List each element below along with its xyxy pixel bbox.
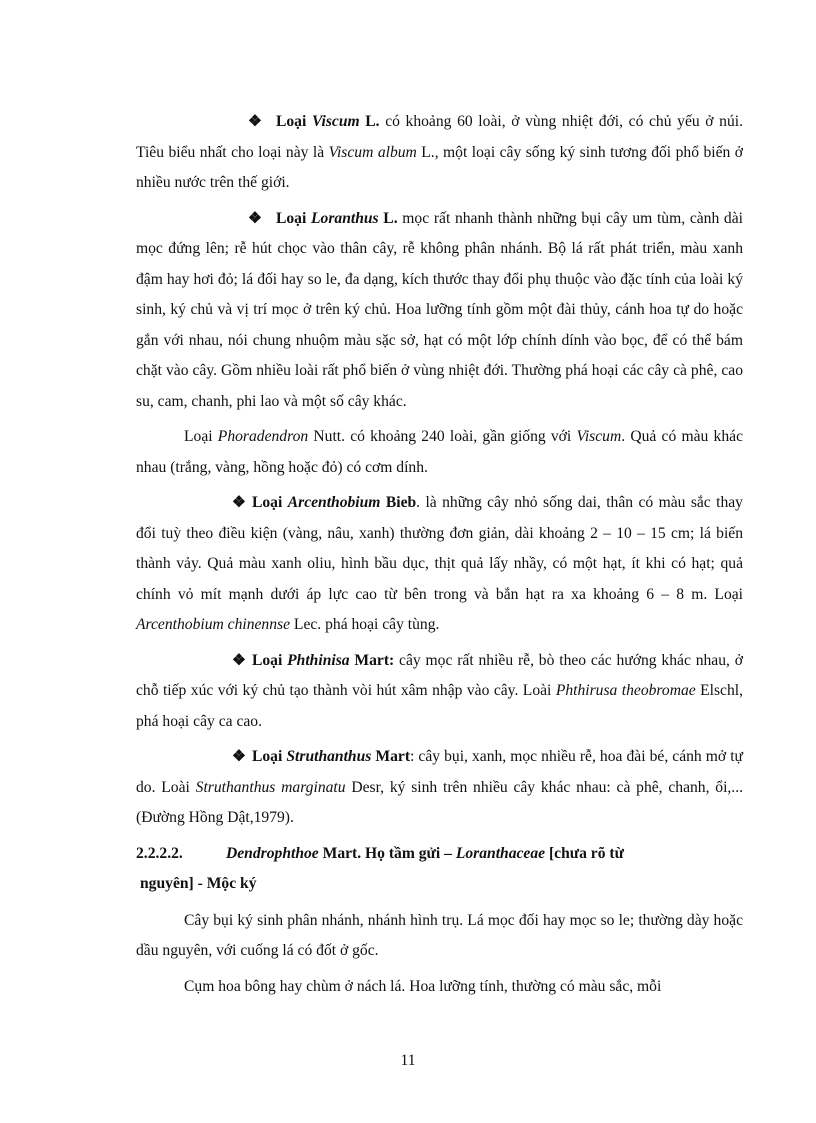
paragraph-body-2: Cụm hoa bông hay chùm ở nách lá. Hoa lưỡng tính, thường có màu sắc, mỗi xyxy=(184,977,662,995)
document-body xyxy=(136,107,743,1007)
species-name: Struthanthus marginatu xyxy=(195,778,346,796)
genus-name: Loranthus xyxy=(311,209,379,227)
page-number: 11 xyxy=(400,1052,416,1069)
diamond-bullet-icon: ❖ xyxy=(248,113,262,130)
genus-name: Phoradendron xyxy=(217,428,309,445)
genus-name: Viscum xyxy=(576,428,622,445)
paragraph-struthanthus: ❖ Loại Struthanthus Mart: cây bụi, xanh, mọc nhiều rễ, hoa đài bé, cánh mở tự do. Loài Struthanthus marginatu Desr, ký sinh trên nhiều cây khác nhau: cà phê, chanh, ổi,... (Đường Hồng Dật,1979). xyxy=(136,742,743,834)
genus-name: Phthinisa xyxy=(287,651,350,669)
diamond-bullet-icon: ❖ xyxy=(232,494,246,511)
genus-name: Struthanthus xyxy=(286,748,372,765)
genus-name: Arcenthobium xyxy=(287,494,381,511)
section-heading xyxy=(136,839,743,870)
genus-name: Viscum xyxy=(311,113,360,130)
paragraph-phthinisa: ❖ Loại Phthinisa Mart: cây mọc rất nhiều rễ, bò theo các hướng khác nhau, ở chỗ tiếp xúc với ký chủ tạo thành vòi hút xâm nhập vào cây. Loài Phthirusa theobromae Elschl, phá hoại cây ca cao. xyxy=(136,646,743,738)
section-title-line2: nguyên] - Mộc ký xyxy=(140,875,257,892)
species-name: Arcenthobium chinennse xyxy=(136,616,291,633)
section-number: 2.2.2.2. xyxy=(136,844,183,862)
species-name: Phthirusa theobromae xyxy=(555,682,696,699)
paragraph-viscum: ❖ Loại Viscum L. có khoảng 60 loài, ở vùng nhiệt đới, có chủ yếu ở núi. Tiêu biểu nhất cho loại này là Viscum album L., một loại cây sống ký sinh tương đối phổ biến ở nhiều nước trên thế giới. xyxy=(136,107,743,199)
diamond-bullet-icon: ❖ xyxy=(232,651,246,669)
paragraph-body-1: Cây bụi ký sinh phân nhánh, nhánh hình trụ. Lá mọc đối hay mọc so le; thường dày hoặc dầu nguyên, với cuống lá có đốt ở gốc. xyxy=(136,911,743,959)
genus-name: Dendrophthoe xyxy=(226,844,319,862)
diamond-bullet-icon: ❖ xyxy=(232,748,246,765)
species-name: Viscum album xyxy=(328,143,417,161)
family-name: Loranthaceae xyxy=(455,844,546,862)
paragraph-loranthus: ❖ Loại Loranthus L. mọc rất nhanh thành những bụi cây um tùm, cành dài mọc đứng lên; rễ hút chọc vào thân cây, rễ không phân nhánh. Bộ lá rất phát triển, màu xanh đậm hay hơi đỏ; lá đối hay so le, đa dạng, kích thước thay đổi phụ thuộc vào đặc tính của loài ký sinh, ký chủ và vị trí mọc ở trên ký chủ. Hoa lưỡng tính gồm một đài thủy, cánh hoa tự do hoặc gắn với nhau, nói chung nhuộm màu sặc sở, hạt có một lớp chính dính vào bọc, để có thể bám chặt vào cây. Gồm nhiều loài rất phổ biến ở vùng nhiệt đới. Thường phá hoại các cây cà phê, cao su, cam, chanh, phi lao và một số cây khác. xyxy=(136,204,743,418)
diamond-bullet-icon: ❖ xyxy=(248,209,262,227)
paragraph-phoradendron: Loại Phoradendron Nutt. có khoảng 240 loài, gần giống với Viscum. Quả có màu khác nhau (trắng, vàng, hồng hoặc đỏ) có cơm dính. xyxy=(136,428,743,476)
paragraph-arcenthobium: ❖ Loại Arcenthobium Bieb. là những cây nhỏ sống dai, thân có màu sắc thay đổi tuỳ theo điều kiện (vàng, nâu, xanh) thường đơn giản, dài khoảng 2 – 10 – 15 cm; lá biến thành vảy. Quả màu xanh oliu, hình bầu dục, thịt quả lấy nhầy, có một hạt, ít khi có hạt; quả chính vỏ mít mạnh dưới áp lực cao từ bên trong và bắn hạt ra xa khoảng 6 – 8 m. Loại Arcenthobium chinennse Lec. phá hoại cây tùng. xyxy=(136,488,743,641)
section-title: Dendrophthoe Mart. Họ tầm gửi – Loranthaceae [chưa rõ từ xyxy=(226,844,624,862)
